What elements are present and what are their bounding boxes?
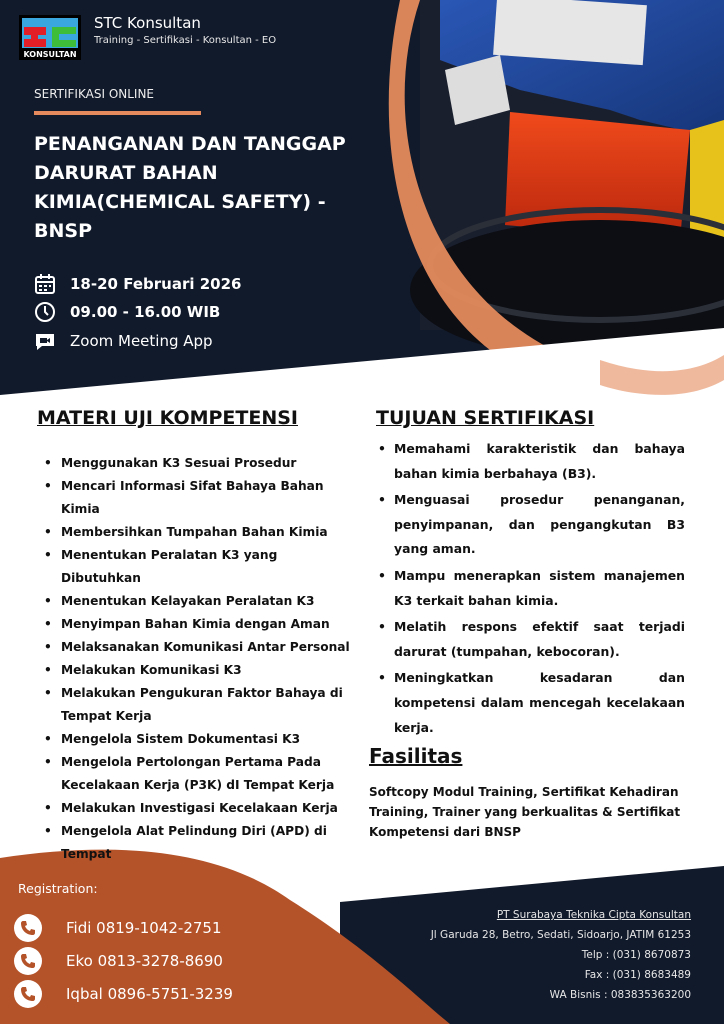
list-item: • Mengelola Sistem Dokumentasi K3 — [44, 728, 354, 751]
list-item: • Memahami karakteristik dan bahaya bahan kimia berbahaya (B3). — [378, 437, 685, 486]
list-item: • Melatih respons efektif saat terjadi darurat (tumpahan, kebocoran). — [378, 615, 685, 664]
fasilitas-text: Softcopy Modul Training, Sertifikat Kehadiran Training, Trainer yang berkualitas & Sertifikat Kompetensi dari BNSP — [369, 785, 681, 839]
video-chat-icon — [34, 330, 56, 352]
list-item: • Mengelola Pertolongan Pertama Pada Kecelakaan Kerja (P3K) dI Tempat Kerja — [44, 751, 354, 797]
time-text: 09.00 - 16.00 WIB — [70, 303, 221, 321]
brand-tagline: Training - Sertifikasi - Konsultan - EO — [94, 35, 277, 46]
company-telp: Telp : (031) 8670873 — [581, 949, 691, 961]
company-address: Jl Garuda 28, Betro, Sedati, Sidoarjo, JATIM 61253 — [430, 929, 691, 941]
list-item: • Melakukan Pengukuran Faktor Bahaya di Tempat Kerja — [44, 682, 354, 728]
list-item: • Menyimpan Bahan Kimia dengan Aman — [44, 613, 354, 636]
list-item: • Menggunakan K3 Sesuai Prosedur — [44, 452, 354, 475]
tujuan-list — [378, 437, 685, 742]
company-name[interactable]: PT Surabaya Teknika Cipta Konsultan — [496, 909, 691, 921]
accent-divider — [34, 111, 201, 115]
list-item: • Menguasai prosedur penanganan, penyimpanan, dan pengangkutan B3 yang aman. — [378, 488, 685, 562]
brand-name: STC Konsultan — [94, 14, 201, 32]
company-fax: Fax : (031) 8683489 — [584, 969, 691, 981]
list-item: • Menentukan Peralatan K3 yang Dibutuhkan — [44, 544, 354, 590]
clock-icon — [34, 301, 56, 323]
contact-text: Fidi 0819-1042-2751 — [66, 919, 222, 937]
contact-text: Iqbal 0896-5751-3239 — [66, 985, 233, 1003]
svg-text:KONSULTAN: KONSULTAN — [23, 50, 77, 59]
list-item: • Mampu menerapkan sistem manajemen K3 terkait bahan kimia. — [378, 564, 685, 613]
date-text: 18-20 Februari 2026 — [70, 275, 242, 293]
list-item: • Membersihkan Tumpahan Bahan Kimia — [44, 521, 354, 544]
fasilitas-heading: Fasilitas — [369, 744, 463, 768]
list-item: • Menentukan Kelayakan Peralatan K3 — [44, 590, 354, 613]
company-info — [431, 905, 691, 1005]
contact-iqbal[interactable] — [14, 980, 233, 1008]
phone-icon — [14, 947, 42, 975]
event-platform — [34, 330, 213, 352]
event-date — [34, 273, 241, 295]
list-item: • Mencari Informasi Sifat Bahaya Bahan Kimia — [44, 475, 354, 521]
stc-logo — [19, 15, 81, 60]
list-item: • Melaksanakan Komunikasi Antar Personal — [44, 636, 354, 659]
category-label: SERTIFIKASI ONLINE — [34, 87, 155, 101]
contact-eko[interactable] — [14, 947, 223, 975]
list-item: • Meningkatkan kesadaran dan kompetensi dalam mencegah kecelakaan kerja. — [378, 666, 685, 740]
company-wa: WA Bisnis : 083835363200 — [549, 989, 691, 1001]
contact-text: Eko 0813-3278-8690 — [66, 952, 223, 970]
page-title: PENANGANAN DAN TANGGAP DARURAT BAHAN KIMIA(CHEMICAL SAFETY) - BNSP — [34, 133, 346, 242]
materi-list — [44, 452, 354, 866]
phone-icon — [14, 980, 42, 1008]
list-item: • Melakukan Komunikasi K3 — [44, 659, 354, 682]
platform-text: Zoom Meeting App — [70, 332, 213, 350]
calendar-icon — [34, 273, 56, 295]
materi-heading: MATERI UJI KOMPETENSI — [37, 407, 298, 429]
tujuan-heading: TUJUAN SERTIFIKASI — [376, 407, 595, 429]
phone-icon — [14, 914, 42, 942]
contact-fidi[interactable] — [14, 914, 222, 942]
list-item: • Melakukan Investigasi Kecelakaan Kerja — [44, 797, 354, 820]
event-time — [34, 301, 220, 323]
registration-label: Registration: — [18, 881, 98, 896]
list-item: • Mengelola Alat Pelindung Diri (APD) di Tempat — [44, 820, 354, 866]
